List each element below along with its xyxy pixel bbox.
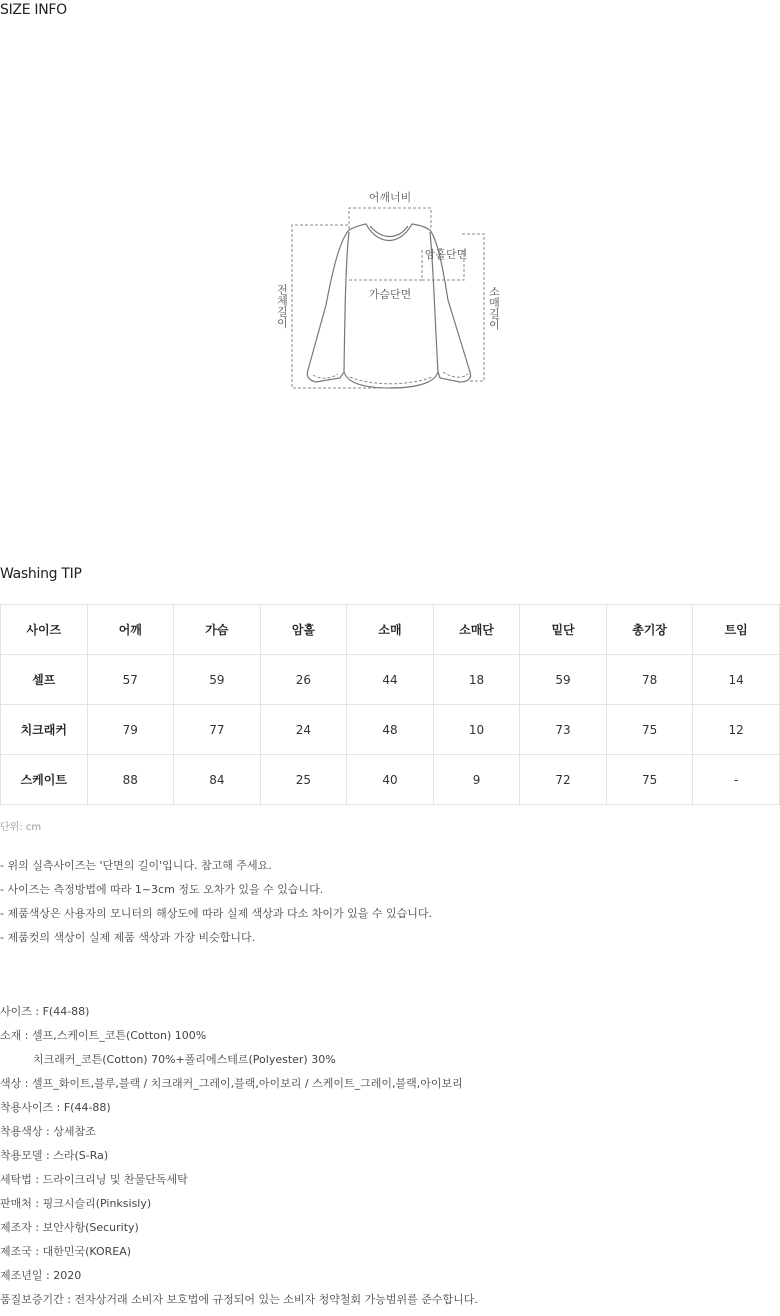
header-cell: 암홀 [260,605,347,655]
info-item: 착용사이즈 : F(44-88) [0,1101,111,1114]
size-notes [0,858,432,954]
size-table [0,604,780,805]
header-cell: 가슴 [174,605,261,655]
chest-label: 가슴단면 [368,288,412,301]
table-cell: 44 [347,655,434,705]
info-item: 소재 : 셀프,스케이트_코튼(Cotton) 100% [0,1029,207,1042]
note-item: - 제품컷의 색상이 실제 제품 색상과 가장 비슷합니다. [0,931,256,944]
table-cell: 14 [693,655,780,705]
total-length-label: 전체길이 [275,284,289,328]
table-header-row [1,605,780,655]
armhole-label: 암홀단면 [424,248,468,261]
table-cell: 25 [260,755,347,805]
table-cell: 24 [260,705,347,755]
table-cell: 18 [433,655,520,705]
header-cell: 트임 [693,605,780,655]
table-row [1,705,780,755]
sleeve-seam-left [344,232,349,372]
table-cell: 10 [433,705,520,755]
info-item: 색상 : 셀프_화이트,블루,블랙 / 치크래커_그레이,블랙,아이보리 / 스케이트_그레이,블랙,아이보리 [0,1077,463,1090]
washing-tip-heading: Washing TIP [0,566,82,582]
header-cell: 총기장 [606,605,693,655]
info-item: 사이즈 : F(44-88) [0,1005,90,1018]
hem-dash-right [443,372,468,377]
row-header-cell: 치크래커 [1,705,88,755]
unit-note: 단위: cm [0,822,42,833]
garment-measurement-diagram [0,180,780,400]
header-cell: 어깨 [87,605,174,655]
table-cell: 72 [520,755,607,805]
neckline-inner [370,226,408,237]
row-header-cell: 스케이트 [1,755,88,805]
info-item: 판매처 : 핑크시슬리(Pinksisly) [0,1197,152,1210]
table-row [1,655,780,705]
info-item: 착용색상 : 상세참조 [0,1125,96,1138]
note-item: - 위의 실측사이즈는 '단면의 길이'입니다. 참고해 주세요. [0,859,272,872]
header-cell: 사이즈 [1,605,88,655]
table-cell: - [693,755,780,805]
table-cell: 48 [347,705,434,755]
size-info-heading: SIZE INFO [0,2,67,18]
info-item: 제조년일 : 2020 [0,1269,82,1282]
header-cell: 밑단 [520,605,607,655]
note-item: - 사이즈는 측정방법에 따라 1~3cm 정도 오차가 있을 수 있습니다. [0,883,324,896]
table-cell: 75 [606,705,693,755]
product-info-list [0,1004,478,1316]
info-item: 세탁법 : 드라이크리닝 및 찬물단독세탁 [0,1173,188,1186]
table-cell: 12 [693,705,780,755]
table-cell: 75 [606,755,693,805]
info-item: 제조자 : 보안사항(Security) [0,1221,139,1234]
row-header-cell: 셀프 [1,655,88,705]
table-cell: 9 [433,755,520,805]
shoulder-label: 어깨너비 [368,191,412,204]
table-cell: 88 [87,755,174,805]
table-cell: 26 [260,655,347,705]
info-item: 제조국 : 대한민국(KOREA) [0,1245,132,1258]
table-cell: 59 [174,655,261,705]
hem-dash-left [313,374,338,378]
info-item: 품질보증기간 : 전자상거래 소비자 보호법에 규정되어 있는 소비자 청약철회 가능범위를 준수합니다. [0,1293,478,1306]
note-item: - 제품색상은 사용자의 모니터의 해상도에 따라 실제 색상과 다소 차이가 있을 수 있습니다. [0,907,432,920]
table-cell: 84 [174,755,261,805]
table-cell: 59 [520,655,607,705]
table-row [1,755,780,805]
info-item: 착용모델 : 스라(S-Ra) [0,1149,109,1162]
total-length-measure-line [292,225,390,388]
hem-dash-bottom [350,377,432,384]
table-cell: 57 [87,655,174,705]
sleeve-length-label: 소매길이 [487,286,501,330]
table-cell: 40 [347,755,434,805]
table-cell: 73 [520,705,607,755]
table-cell: 77 [174,705,261,755]
info-item: 치크래커_코튼(Cotton) 70%+폴리에스테르(Polyester) 30% [33,1053,336,1066]
header-cell: 소매 [347,605,434,655]
table-cell: 78 [606,655,693,705]
table-cell: 79 [87,705,174,755]
header-cell: 소매단 [433,605,520,655]
